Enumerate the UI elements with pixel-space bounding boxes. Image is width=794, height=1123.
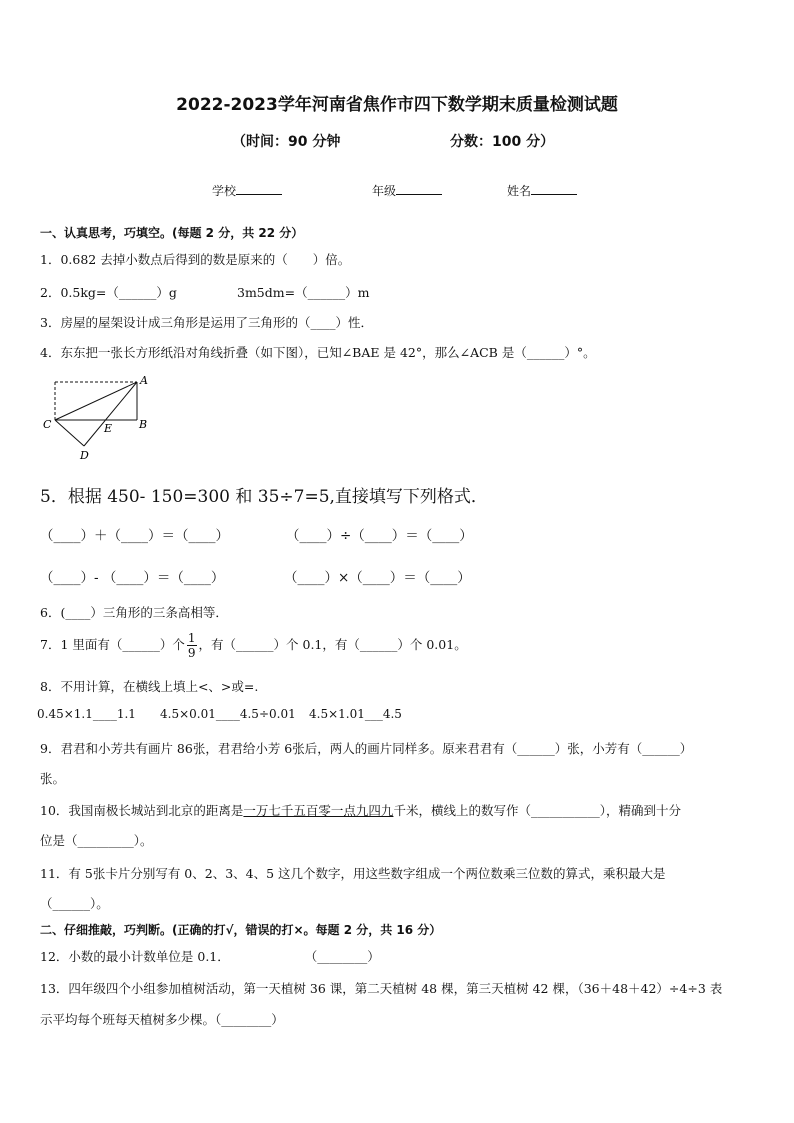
name-blank[interactable] xyxy=(531,183,577,195)
question-8-c: 4.5×1.01___4.5 xyxy=(309,707,402,721)
question-13-line2: 示平均每个班每天植树多少棵。（________） xyxy=(40,1012,284,1027)
grade-blank[interactable] xyxy=(396,183,442,195)
label-c: C xyxy=(43,418,52,431)
question-10-underlined-number: 一万七千五百零一点九四九 xyxy=(243,803,394,818)
question-10-line1 xyxy=(40,801,681,819)
fraction-one-ninth xyxy=(187,631,197,660)
question-13-line1: 13．四年级四个小组参加植树活动，第一天植树 36 课，第二天植树 48 棵，第三天植树 42 棵，（36＋48＋42）÷4÷3 表 xyxy=(40,981,723,996)
question-2a: 2．0.5kg=（______）g xyxy=(40,285,177,300)
question-10-end: 千米，横线上的数写作（___________），精确到十分 xyxy=(393,803,681,818)
question-5-row1-left: （____）＋（____）＝（____） xyxy=(40,528,229,544)
time-limit: （时间：90 分钟 xyxy=(232,134,341,150)
label-a: A xyxy=(140,374,148,387)
question-8-a: 0.45×1.1____1.1 xyxy=(37,707,136,721)
question-7-start: 7．1 里面有（______）个 xyxy=(40,637,185,652)
total-score: 分数：100 分） xyxy=(450,134,555,150)
question-6: 6．(____）三角形的三条高相等． xyxy=(40,605,228,620)
name-field[interactable] xyxy=(507,182,577,199)
question-8: 8．不用计算，在横线上填上<、>或=. xyxy=(40,679,259,694)
question-1: 1．0.682 去掉小数点后得到的数是原来的（ ）倍。 xyxy=(40,252,351,267)
question-5-row1-right: （____）÷（____）＝（____） xyxy=(286,528,473,544)
question-9-line2: 张。 xyxy=(40,771,66,786)
question-9-line1: 9．君君和小芳共有画片 86张，君君给小芳 6张后，两人的画片同样多。原来君君有（______）张，小芳有（______） xyxy=(40,741,693,756)
school-blank[interactable] xyxy=(236,183,282,195)
question-10-start: 10．我国南极长城站到北京的距离是 xyxy=(40,803,244,818)
label-e: E xyxy=(104,422,113,435)
question-8-b: 4.5×0.01____4.5÷0.01 xyxy=(160,707,296,721)
name-label: 姓名 xyxy=(507,184,532,198)
question-10-line2: 位是（_________）。 xyxy=(40,833,153,848)
question-5-row2-left: （____）- （____）＝（____） xyxy=(40,570,225,586)
question-11-line1: 11．有 5张卡片分别写有 0、2、3、4、5 这几个数字，用这些数字组成一个两位数乘三位数的算式，乘积最大是 xyxy=(40,866,666,881)
label-d: D xyxy=(80,449,89,462)
fraction-numerator: 1 xyxy=(187,631,196,645)
question-7-end: ，有（______）个 0.1，有（______）个 0.01。 xyxy=(198,637,467,652)
question-12: 12．小数的最小计数单位是 0.1． （________） xyxy=(40,949,380,964)
fraction-denominator: 9 xyxy=(187,646,196,660)
section1-heading: 一、认真思考，巧填空。(每题 2 分，共 22 分） xyxy=(40,226,304,240)
question-2b: 3m5dm=（______）m xyxy=(237,285,370,300)
grade-label: 年级 xyxy=(372,184,397,198)
label-b: B xyxy=(139,418,148,431)
folded-rectangle-figure xyxy=(40,370,160,462)
question-7 xyxy=(40,631,467,660)
question-11-line2: （______）。 xyxy=(40,896,109,911)
question-5: 5．根据 450- 150=300 和 35÷7=5,直接填写下列格式． xyxy=(40,487,488,507)
school-label: 学校 xyxy=(212,184,237,198)
question-4: 4．东东把一张长方形纸沿对角线折叠（如下图），已知∠BAE 是 42°，那么∠ACB 是（______）°。 xyxy=(40,345,596,360)
page-title: 2022-2023学年河南省焦作市四下数学期末质量检测试题 xyxy=(176,95,618,115)
school-field[interactable] xyxy=(212,182,282,199)
question-3: 3．房屋的屋架设计成三角形是运用了三角形的（____）性． xyxy=(40,315,373,330)
question-5-row2-right: （____）×（____）＝（____） xyxy=(284,570,471,586)
section2-heading: 二、仔细推敲，巧判断。(正确的打√，错误的打×。每题 2 分，共 16 分） xyxy=(40,923,442,937)
grade-field[interactable] xyxy=(372,182,442,199)
